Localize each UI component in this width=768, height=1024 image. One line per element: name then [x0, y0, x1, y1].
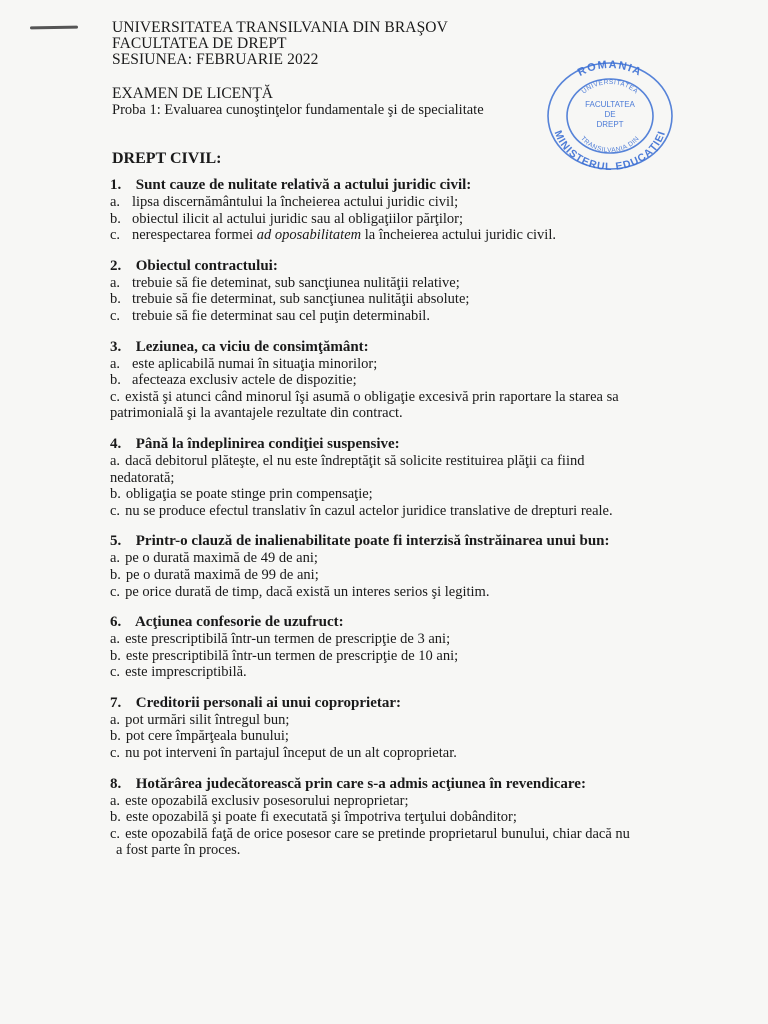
stamp-center-line2: DE [604, 110, 616, 119]
option-text: nu se produce efectul translativ în cazul actelor juridice translative de drepturi reale. [125, 502, 613, 519]
option-b [110, 211, 670, 228]
option-letter: b. [110, 372, 121, 389]
section-title: DREPT CIVIL: [112, 150, 222, 167]
option-text: pe o durată maximă de 99 de ani; [125, 566, 319, 583]
option-text: este opozabilă şi poate fi executată şi împotriva terţului dobânditor; [125, 809, 517, 826]
option-text-continued: nedatorată; [110, 469, 175, 486]
option-letter: c. [110, 227, 121, 244]
option-text: există şi atunci când minorul îşi asumă o obligaţie excesivă prin raportare la starea sa [125, 388, 619, 405]
option-b [110, 372, 670, 389]
question-number: 8. [110, 775, 122, 792]
option-letter: a. [110, 452, 121, 469]
option-text: este opozabilă faţă de orice posesor care se pretinde proprietarul bunului, chiar dacă nu [125, 825, 630, 842]
university-name: UNIVERSITATEA TRANSILVANIA DIN BRAŞOV [112, 19, 448, 36]
question-text: Acţiunea confesorie de uzufruct: [134, 614, 344, 631]
question-7 [110, 695, 670, 762]
option-text: este aplicabilă numai în situaţia minorilor; [132, 355, 378, 372]
svg-text:ROMANIA [576, 60, 644, 79]
svg-text:UNIVERSITATEA [581, 79, 640, 96]
option-text: trebuie să fie deteminat, sub sancţiunea nulităţii relative; [132, 274, 460, 291]
question-1 [110, 177, 670, 244]
exam-heading [112, 86, 484, 119]
option-text: dacă debitorul plăteşte, el nu este îndreptăţit să solicite restituirea plăţii ca fiind [125, 452, 585, 469]
question-list [110, 177, 670, 873]
exam-title: EXAMEN DE LICENŢĂ [112, 85, 274, 102]
option-c [110, 826, 670, 859]
pen-mark [30, 26, 78, 30]
question-8 [110, 776, 670, 859]
option-text: este prescriptibilă într-un termen de prescripţie de 3 ani; [125, 631, 451, 648]
option-letter: a. [110, 355, 121, 372]
option-text: lipsa discernământului la încheierea actului juridic civil; [132, 194, 459, 210]
option-text: obligaţia se poate stinge prin compensaţie; [125, 486, 373, 503]
option-letter: c. [110, 745, 121, 762]
option-letter: a. [110, 792, 121, 809]
exam-subtitle: Proba 1: Evaluarea cunoştinţelor fundamentale şi de specialitate [112, 102, 484, 118]
option-letter: c. [110, 664, 121, 681]
option-text: nu pot interveni în partajul început de un alt coproprietar. [125, 745, 457, 762]
option-text: este prescriptibilă într-un termen de prescripţie de 10 ani; [125, 647, 459, 664]
stamp-ring-text: UNIVERSITATEA [580, 78, 640, 96]
option-b [110, 291, 670, 308]
option-text-end: la încheierea actului juridic civil. [361, 227, 556, 244]
question-number: 4. [110, 435, 122, 452]
stamp-inner-bottom: TRANSILVANIA DIN [579, 135, 641, 155]
option-letter: b. [110, 291, 121, 308]
option-a [110, 631, 670, 648]
option-text: este opozabilă exclusiv posesorului neproprietar; [125, 792, 409, 809]
option-letter: c. [110, 388, 121, 405]
question-text: Sunt cauze de nulitate relativă a actului juridic civil: [135, 177, 472, 193]
option-letter: b. [110, 728, 121, 745]
stamp-bottom-text: MINISTERUL EDUCAŢIEI [551, 128, 669, 172]
option-letter: b. [110, 210, 121, 227]
question-number: 2. [110, 257, 122, 274]
option-text: pot cere împărţeala bunului; [125, 728, 289, 745]
option-letter: c. [110, 307, 121, 324]
option-a [110, 275, 670, 292]
stamp-top-text: ROMANIA [575, 60, 645, 79]
question-title [110, 339, 670, 356]
option-letter: c. [110, 825, 121, 842]
question-text: Leziunea, ca viciu de consimţământ: [135, 338, 369, 355]
option-text: trebuie să fie determinat, sub sancţiunea nulităţii absolute; [132, 291, 470, 308]
question-number: 1. [110, 177, 122, 193]
option-letter: a. [110, 194, 121, 210]
question-text: Până la îndeplinirea condiţiei suspensive: [135, 435, 400, 452]
option-c [110, 227, 670, 244]
question-5 [110, 533, 670, 600]
question-number: 6. [110, 614, 122, 631]
svg-text:TRANSILVANIA DIN [579, 135, 641, 154]
question-number: 3. [110, 338, 122, 355]
question-text: Printr-o clauză de inalienabilitate poate fi interzisă înstrăinarea unui bun: [135, 533, 610, 550]
option-c [110, 584, 670, 601]
session-label: SESIUNEA: FEBRUARIE 2022 [112, 51, 319, 68]
question-2 [110, 258, 670, 325]
question-title [110, 258, 670, 275]
option-a [110, 453, 670, 486]
question-title [110, 695, 670, 712]
question-4 [110, 436, 670, 519]
option-c [110, 503, 670, 520]
option-italic-text: ad oposabilitatem [256, 227, 362, 244]
question-text: Creditorii personali ai unui coproprietar: [135, 694, 402, 711]
question-number: 7. [110, 694, 122, 711]
option-b [110, 567, 670, 584]
question-text: Obiectul contractului: [135, 257, 278, 274]
option-a [110, 194, 670, 211]
question-text: Hotărârea judecătorească prin care s-a admis acţiunea în revendicare: [135, 775, 586, 792]
option-letter: b. [110, 809, 121, 826]
option-text: obiectul ilicit al actului juridic sau al obligaţiilor părţilor; [132, 210, 463, 227]
option-b [110, 648, 670, 665]
option-text: pe o durată maximă de 49 de ani; [125, 550, 318, 567]
stamp-center-line1: FACULTATEA [585, 100, 635, 109]
option-a [110, 356, 670, 373]
option-letter: c. [110, 502, 121, 519]
option-text-continued: patrimonială şi la avantajele rezultate din contract. [110, 405, 403, 422]
question-title [110, 614, 670, 631]
option-letter: a. [110, 711, 121, 728]
option-text: pot urmări silit întregul bun; [125, 711, 290, 728]
question-title [110, 533, 670, 550]
option-text: pe orice durată de timp, dacă există un interes serios şi legitim. [125, 583, 490, 600]
option-letter: b. [110, 566, 121, 583]
option-a [110, 793, 670, 810]
option-letter: b. [110, 647, 121, 664]
option-text: este imprescriptibilă. [125, 664, 247, 681]
option-c [110, 664, 670, 681]
question-title [110, 177, 670, 194]
option-c [110, 745, 670, 762]
option-text: trebuie să fie determinat sau cel puţin determinabil. [132, 307, 430, 324]
question-title [110, 776, 670, 793]
option-letter: b. [110, 486, 121, 503]
option-b [110, 728, 670, 745]
option-text: afecteaza exclusiv actele de dispozitie; [132, 372, 357, 389]
option-letter: a. [110, 631, 121, 648]
document-header [112, 20, 448, 68]
option-b [110, 486, 670, 503]
option-letter: a. [110, 550, 121, 567]
faculty-name: FACULTATEA DE DREPT [112, 35, 287, 52]
question-title [110, 436, 670, 453]
option-letter: c. [110, 583, 121, 600]
option-b [110, 809, 670, 826]
stamp-center-line3: DREPT [596, 120, 624, 129]
option-c [110, 308, 670, 325]
question-3 [110, 339, 670, 422]
option-text-continued: a fost parte în proces. [116, 842, 241, 859]
question-number: 5. [110, 533, 122, 550]
option-c [110, 389, 670, 422]
option-a [110, 550, 670, 567]
faculty-stamp [545, 60, 675, 172]
option-letter: a. [110, 274, 121, 291]
option-a [110, 712, 670, 729]
option-text: nerespectarea formei [132, 227, 257, 244]
question-6 [110, 614, 670, 681]
